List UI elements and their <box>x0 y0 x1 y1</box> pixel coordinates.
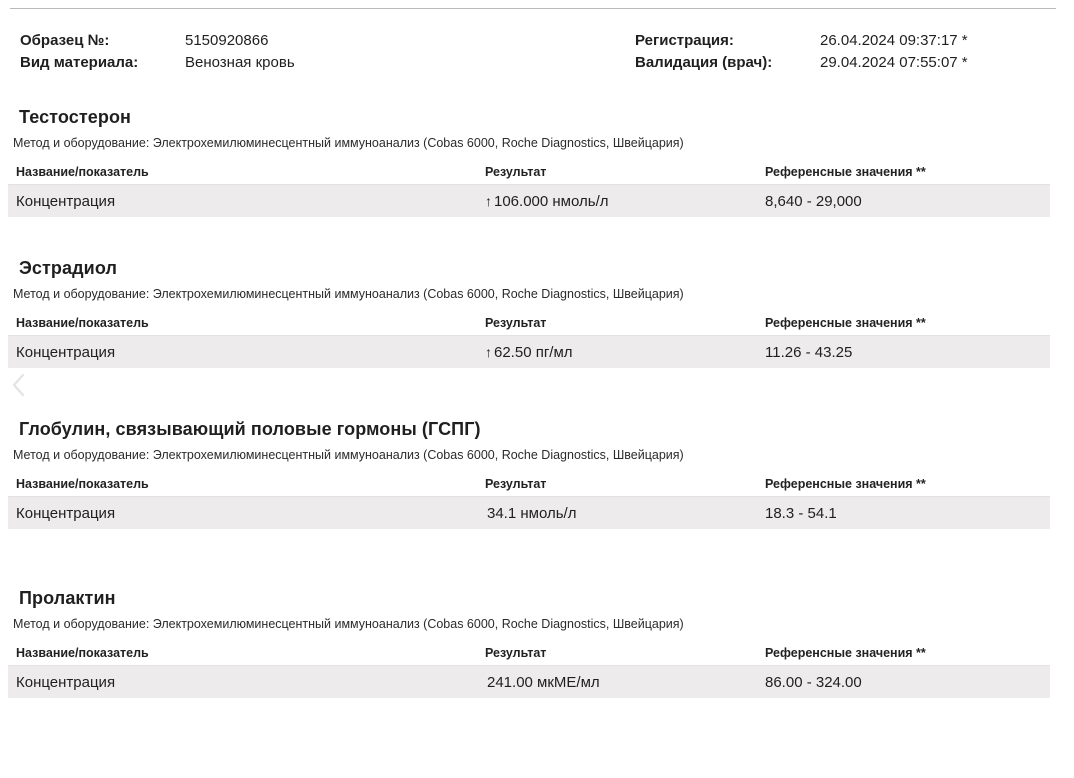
section-title: Эстрадиол <box>19 258 118 278</box>
section-title: Глобулин, связывающий половые гормоны (ГСПГ) <box>19 419 481 439</box>
col-header-reference: Референсные значения ** <box>765 477 926 491</box>
validation-row <box>635 52 968 74</box>
col-header-result: Результат <box>485 165 547 179</box>
results-table <box>8 163 1050 217</box>
sample-number-label: Образец №: <box>20 32 110 49</box>
material-type-row <box>20 52 295 74</box>
high-flag-arrow-icon: ↑ <box>485 343 492 360</box>
row-name: Концентрация <box>16 343 116 361</box>
row-result <box>485 344 765 361</box>
chevron-left-icon[interactable] <box>8 372 30 398</box>
carousel-nav-row <box>8 372 1074 398</box>
table-header-row <box>8 644 1050 662</box>
registration-row <box>635 30 968 52</box>
col-header-reference: Референсные значения ** <box>765 646 926 660</box>
col-header-name: Название/показатель <box>16 316 149 330</box>
results-table <box>8 644 1050 698</box>
material-type-label: Вид материала: <box>20 54 139 71</box>
method-line: Метод и оборудование: Электрохемилюминесцентный иммуноанализ (Cobas 6000, Roche Diagnostics, Швейцария) <box>13 617 684 631</box>
col-header-name: Название/показатель <box>16 646 149 660</box>
lab-report-page <box>0 8 1074 778</box>
registration-label: Регистрация: <box>635 32 734 49</box>
row-reference: 86.00 - 324.00 <box>765 673 862 691</box>
sample-number-value: 5150920866 <box>185 32 269 49</box>
result-value: 34.1 нмоль/л <box>487 504 577 522</box>
row-name: Концентрация <box>16 504 116 522</box>
section-prolactin <box>0 587 1074 698</box>
method-line: Метод и оборудование: Электрохемилюминесцентный иммуноанализ (Cobas 6000, Roche Diagnostics, Швейцария) <box>13 136 684 150</box>
col-header-reference: Референсные значения ** <box>765 316 926 330</box>
row-result <box>485 505 765 522</box>
row-reference: 18.3 - 54.1 <box>765 504 837 522</box>
col-header-name: Название/показатель <box>16 477 149 491</box>
table-row <box>8 496 1050 529</box>
row-result <box>485 193 765 210</box>
method-line: Метод и оборудование: Электрохемилюминесцентный иммуноанализ (Cobas 6000, Roche Diagnostics, Швейцария) <box>13 287 684 301</box>
col-header-result: Результат <box>485 646 547 660</box>
sample-number-row <box>20 30 295 52</box>
validation-label: Валидация (врач): <box>635 54 773 71</box>
material-type-value: Венозная кровь <box>185 54 295 71</box>
col-header-result: Результат <box>485 477 547 491</box>
table-row <box>8 184 1050 217</box>
results-table <box>8 475 1050 529</box>
registration-value: 26.04.2024 09:37:17 * <box>820 32 968 49</box>
row-name: Концентрация <box>16 673 116 691</box>
sample-info-header <box>0 30 1074 74</box>
sample-info-right <box>635 30 968 74</box>
section-estradiol <box>0 257 1074 368</box>
col-header-name: Название/показатель <box>16 165 149 179</box>
section-shbg <box>0 418 1074 529</box>
method-line: Метод и оборудование: Электрохемилюминесцентный иммуноанализ (Cobas 6000, Roche Diagnostics, Швейцария) <box>13 448 684 462</box>
col-header-result: Результат <box>485 316 547 330</box>
table-header-row <box>8 475 1050 493</box>
row-name: Концентрация <box>16 192 116 210</box>
top-divider <box>10 8 1056 9</box>
validation-value: 29.04.2024 07:55:07 * <box>820 54 968 71</box>
col-header-reference: Референсные значения ** <box>765 165 926 179</box>
sample-info-left <box>20 30 295 74</box>
section-title: Тестостерон <box>19 107 132 127</box>
section-title: Пролактин <box>19 588 116 608</box>
row-reference: 8,640 - 29,000 <box>765 192 862 210</box>
row-reference: 11.26 - 43.25 <box>765 343 853 361</box>
result-value: 241.00 мкМЕ/мл <box>487 673 600 691</box>
row-result <box>485 674 765 691</box>
table-header-row <box>8 314 1050 332</box>
table-row <box>8 665 1050 698</box>
table-row <box>8 335 1050 368</box>
results-table <box>8 314 1050 368</box>
table-header-row <box>8 163 1050 181</box>
high-flag-arrow-icon: ↑ <box>485 192 492 209</box>
section-testosterone <box>0 106 1074 217</box>
result-value: 106.000 нмоль/л <box>494 192 609 210</box>
result-value: 62.50 пг/мл <box>494 343 573 361</box>
